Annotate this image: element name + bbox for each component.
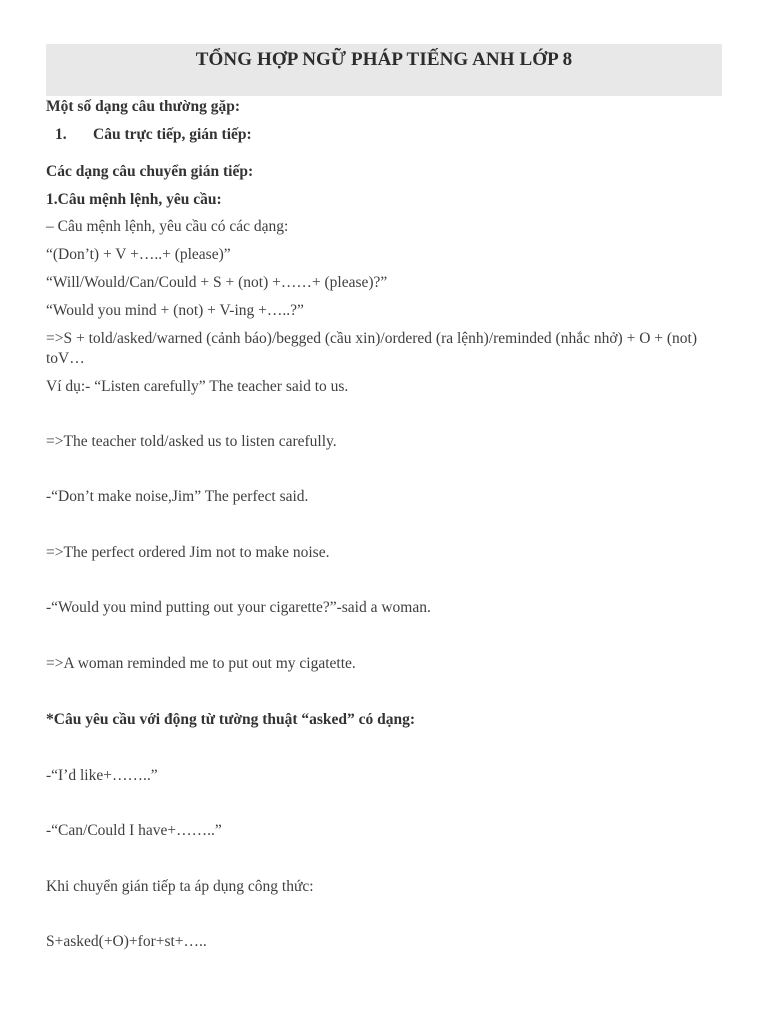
list-number: 1. <box>55 126 67 143</box>
example-1: Ví dụ:- “Listen carefully” The teacher said to us. <box>46 378 349 395</box>
form-line-3: “Would you mind + (not) + V-ing +…..?” <box>46 302 304 319</box>
answer-2: =>The perfect ordered Jim not to make noise. <box>46 544 330 561</box>
formula: S+asked(+O)+for+st+….. <box>46 933 207 950</box>
subheading: Các dạng câu chuyển gián tiếp: <box>46 163 254 180</box>
example-2: -“Don’t make noise,Jim” The perfect said. <box>46 488 309 505</box>
formula-intro: Khi chuyển gián tiếp ta áp dụng công thức: <box>46 878 314 895</box>
form-line-2: “Will/Would/Can/Could + S + (not) +……+ (please)?” <box>46 274 388 291</box>
asked-form-2: -“Can/Could I have+……..” <box>46 822 222 839</box>
list-text: Câu trực tiếp, gián tiếp: <box>93 126 252 143</box>
answer-1: =>The teacher told/asked us to listen carefully. <box>46 433 337 450</box>
subsection-heading: 1.Câu mệnh lệnh, yêu cầu: <box>46 191 222 208</box>
asked-heading: *Câu yêu cầu với động từ tường thuật “asked” có dạng: <box>46 711 416 728</box>
page-title: TỔNG HỢP NGỮ PHÁP TIẾNG ANH LỚP 8 <box>195 49 573 70</box>
title-banner <box>46 44 722 96</box>
answer-3: =>A woman reminded me to put out my cigatette. <box>46 655 356 672</box>
example-3: -“Would you mind putting out your cigarette?”-said a woman. <box>46 599 431 616</box>
section-heading: Một số dạng câu thường gặp: <box>46 98 241 115</box>
intro-text: – Câu mệnh lệnh, yêu cầu có các dạng: <box>46 218 289 235</box>
form-line-1: “(Don’t) + V +…..+ (please)” <box>46 246 231 263</box>
rule-text: =>S + told/asked/warned (cảnh báo)/begged (cầu xin)/ordered (ra lệnh)/reminded (nhắc nhở) + O + (not) toV… <box>46 330 698 367</box>
asked-form-1: -“I’d like+……..” <box>46 767 158 784</box>
